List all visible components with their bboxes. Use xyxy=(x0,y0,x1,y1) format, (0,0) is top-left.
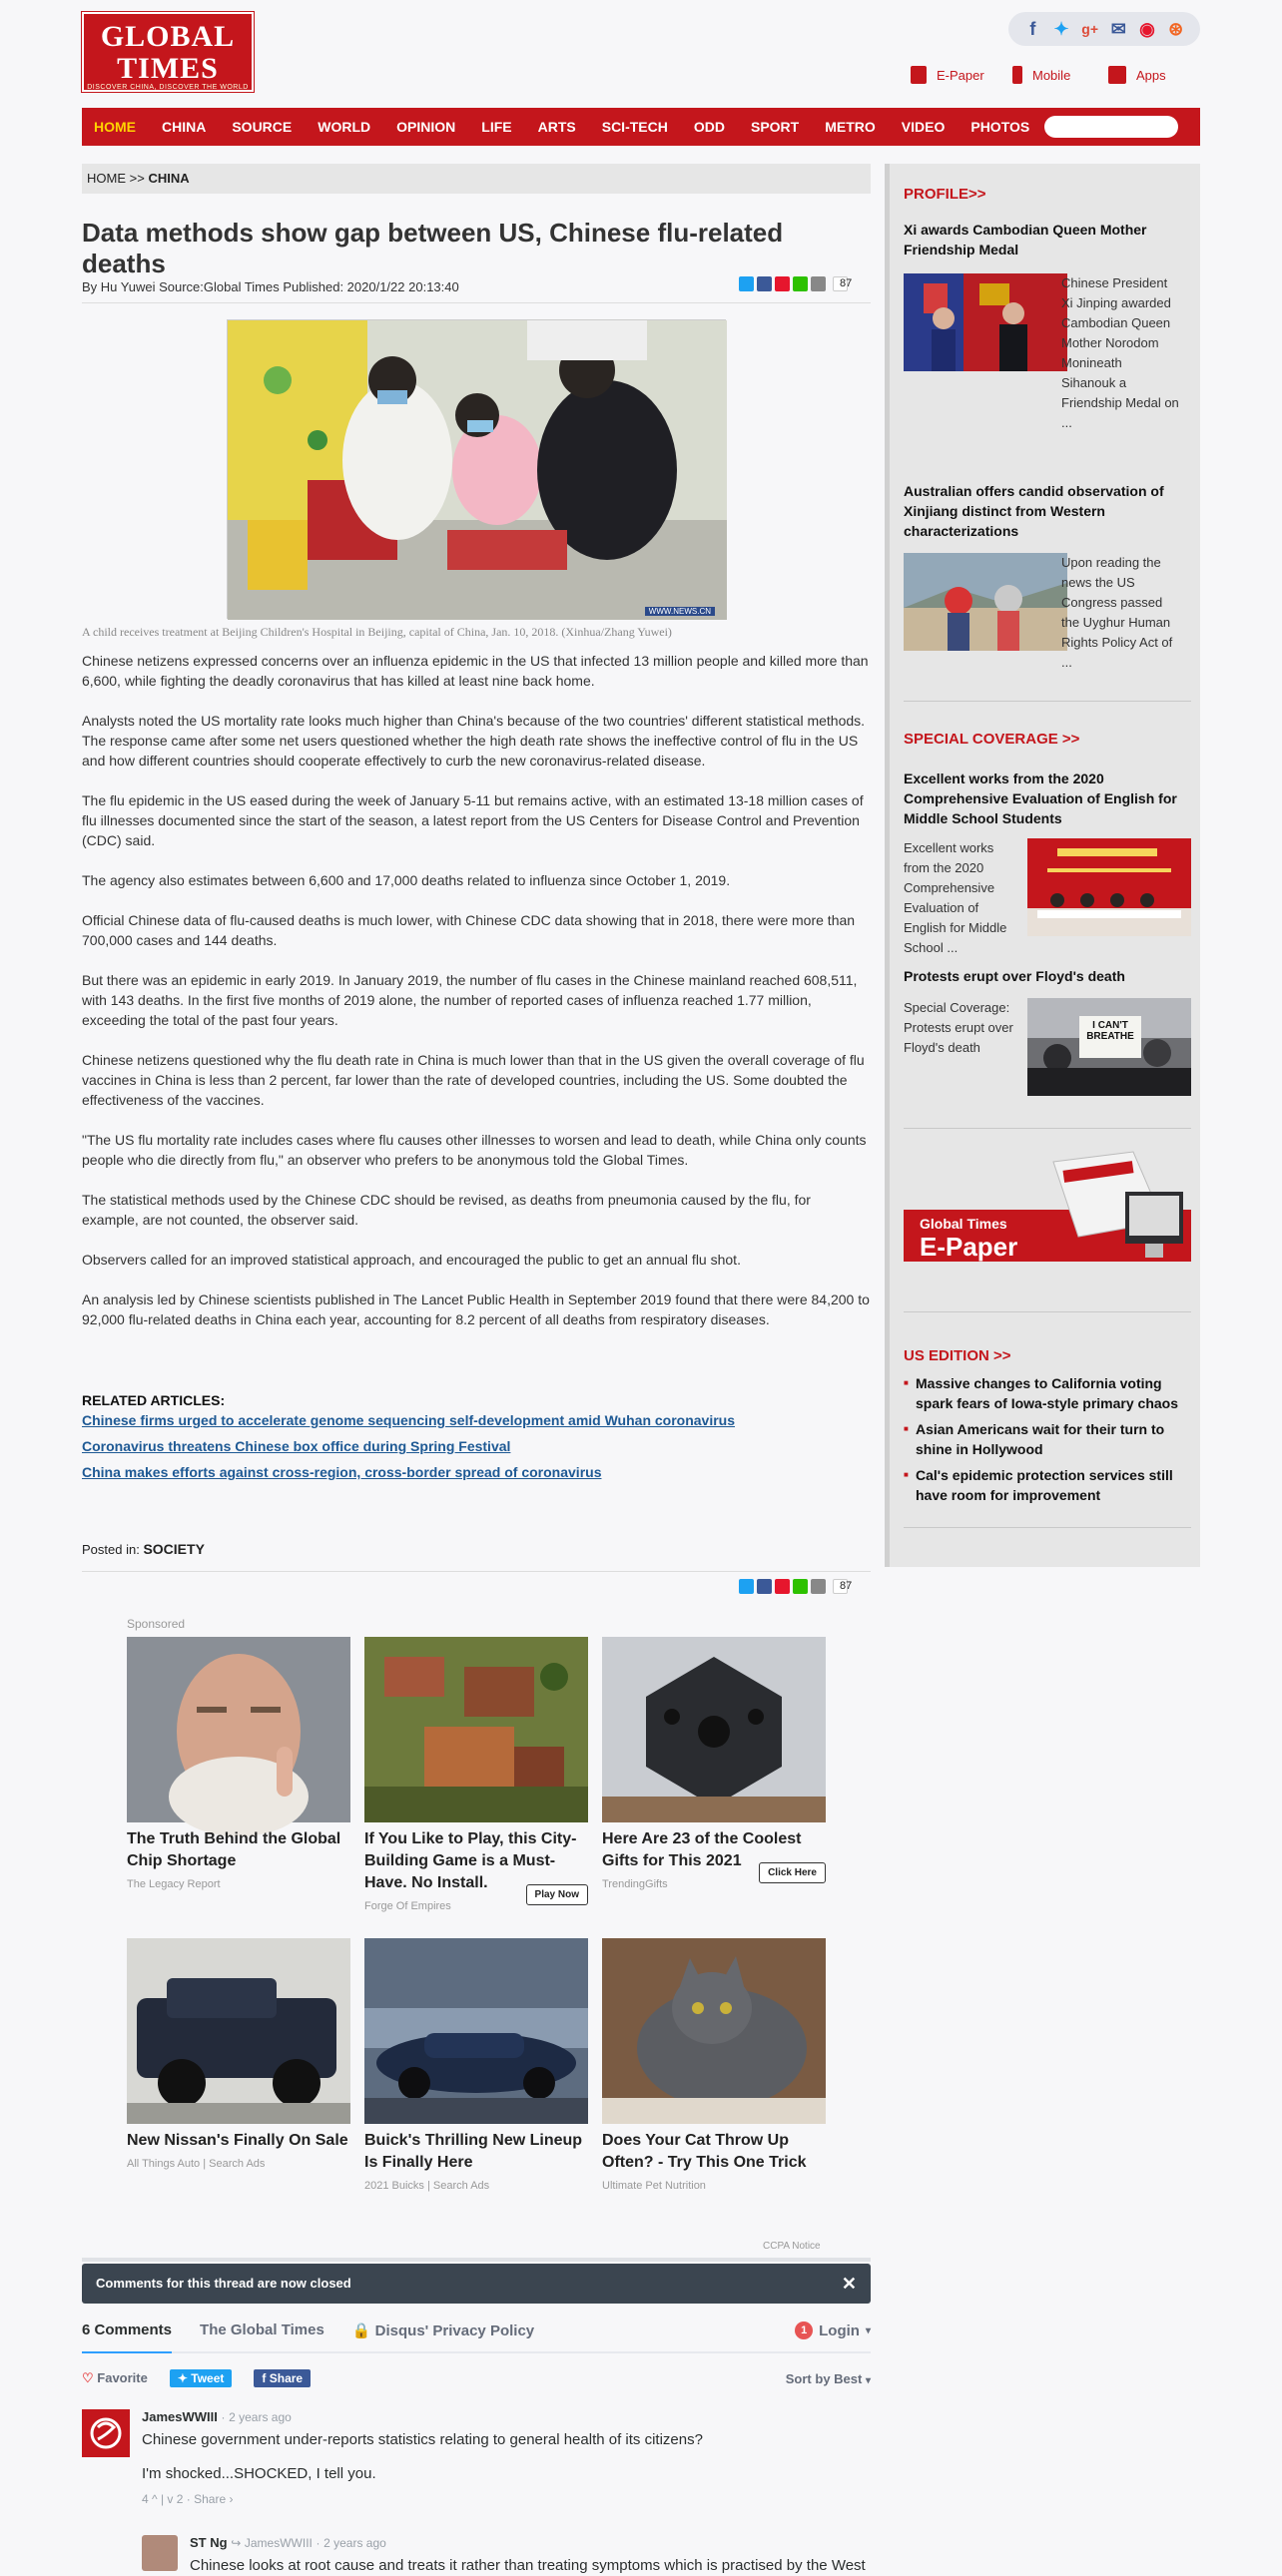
sponsored-source: Ultimate Pet Nutrition xyxy=(602,2180,706,2192)
sponsored-card[interactable] xyxy=(127,1938,350,2170)
weibo-share-icon[interactable] xyxy=(775,276,790,291)
sponsored-label: Sponsored xyxy=(127,1617,186,1631)
disqus-toolbar xyxy=(82,2367,871,2389)
posted-section-link[interactable]: SOCIETY xyxy=(143,1541,205,1557)
heart-icon: ♡ xyxy=(82,2370,94,2385)
wechat-share-icon[interactable] xyxy=(793,1579,808,1594)
twitter-icon[interactable]: ✦ xyxy=(1053,18,1069,39)
sponsored-headline[interactable]: Buick's Thrilling New Lineup Is Finally Here xyxy=(364,2132,583,2171)
tab-comments[interactable]: 6 Comments xyxy=(82,2321,172,2353)
paragraph: Chinese netizens expressed concerns over an influenza epidemic in the US that infected 13 million people and killed more than 6,600, while fighting the deadly coronavirus that has killed at least nine back home. xyxy=(82,653,869,689)
avatar[interactable] xyxy=(82,2409,130,2457)
sponsored-headline[interactable]: If You Like to Play, this City-Building Game is a Must-Have. No Install. xyxy=(364,1830,577,1891)
paragraph: The agency also estimates between 6,600 and 17,000 deaths related to influenza since October 1, 2019. xyxy=(82,872,731,888)
nav-metro[interactable]: METRO xyxy=(825,119,876,135)
share-count: 87 xyxy=(833,276,848,291)
breadcrumb-separator: >> xyxy=(129,171,145,186)
weibo-icon[interactable]: ◉ xyxy=(1139,18,1155,39)
sidebar-story-title[interactable]: Excellent works from the 2020 Comprehensive Evaluation of English for Middle School Students xyxy=(904,771,1177,826)
sponsored-source: The Legacy Report xyxy=(127,1878,221,1890)
epaper-line2: E-Paper xyxy=(920,1232,1018,1262)
sponsored-image xyxy=(364,1637,588,1822)
logo-line1: GLOBAL xyxy=(100,20,236,53)
sidebar-story-summary: Chinese President Xi Jinping awarded Cambodian Queen Mother Norodom Monineath Sihanouk a Friendship Medal on ... xyxy=(1061,275,1179,430)
share-bar-bottom xyxy=(739,1579,853,1594)
us-edition-item[interactable]: ■ Cal's epidemic protection services still have room for improvement xyxy=(904,1465,1191,1505)
facebook-icon[interactable]: f xyxy=(1029,18,1036,39)
sponsored-card[interactable] xyxy=(602,1938,826,2192)
avatar[interactable] xyxy=(142,2535,178,2571)
divider xyxy=(904,701,1191,702)
sidebar-story-summary: Special Coverage: Protests erupt over Floyd's death xyxy=(904,1000,1013,1055)
divider xyxy=(904,1128,1191,1129)
nav-sci-tech[interactable]: SCI-TECH xyxy=(601,119,668,135)
nav-source[interactable]: SOURCE xyxy=(232,119,293,135)
chevron-down-icon: ▾ xyxy=(865,2324,871,2336)
us-edition-heading-link[interactable]: US EDITION >> xyxy=(904,1347,1011,1364)
breadcrumb-current[interactable]: CHINA xyxy=(148,171,190,186)
email-share-icon[interactable] xyxy=(811,1579,826,1594)
sponsored-headline[interactable]: Does Your Cat Throw Up Often? - Try This One Trick xyxy=(602,2132,807,2171)
comment-time[interactable]: 2 years ago xyxy=(229,2410,292,2424)
tweet-button[interactable] xyxy=(170,2369,233,2387)
divider xyxy=(904,1527,1191,1528)
newspaper-icon xyxy=(911,66,927,84)
comment-author[interactable]: JamesWWIII · 2 years ago xyxy=(142,2409,292,2424)
protest-sign-text: I CAN'T BREATHE xyxy=(1086,1020,1134,1042)
paragraph: Analysts noted the US mortality rate looks much higher than China's because of the two countries' different statistical methods. The response came after some net users questioned whether the high death rate shows the ineffective control of flu in the US and how different countries should cooperate effectively to curb the new coronavirus-related disease. xyxy=(82,713,866,769)
divider xyxy=(82,302,871,303)
sponsored-image xyxy=(127,1938,350,2124)
favorite-label: Favorite xyxy=(97,2370,148,2385)
related-link[interactable]: Chinese firms urged to accelerate genome sequencing self-development amid Wuhan coronavirus xyxy=(82,1412,736,1428)
article-body xyxy=(82,651,871,1349)
related-link[interactable]: Coronavirus threatens Chinese box office during Spring Festival xyxy=(82,1438,511,1454)
facebook-icon: f xyxy=(262,2371,267,2385)
facebook-share-icon[interactable] xyxy=(757,1579,772,1594)
chevron-down-icon: ▾ xyxy=(865,2374,871,2386)
google-plus-icon[interactable]: g+ xyxy=(1081,21,1098,37)
paragraph: Observers called for an improved statistical approach, and encouraged the public to get an annual flu shot. xyxy=(82,1252,741,1268)
sponsored-card[interactable] xyxy=(364,1938,588,2192)
ccpa-notice-link[interactable]: CCPA Notice xyxy=(763,2241,821,2252)
related-articles xyxy=(82,1392,871,1490)
paragraph: "The US flu mortality rate includes cases where flu causes other illnesses to worsen and lead to death, while China only counts people who die directly from flu," an observer who prefers to be anonymous told the Global Times. xyxy=(82,1132,867,1168)
article-title: Data methods show gap between US, Chinese flu-related deaths xyxy=(82,218,784,278)
sponsored-card[interactable] xyxy=(127,1637,350,1890)
nav-home[interactable]: HOME xyxy=(94,119,136,135)
sidebar-story-image[interactable] xyxy=(1027,838,1191,936)
apps-icon xyxy=(1108,66,1126,84)
nav-life[interactable]: LIFE xyxy=(481,119,512,135)
sponsored-headline[interactable]: The Truth Behind the Global Chip Shortage xyxy=(127,1830,341,1869)
sort-label: Sort by Best xyxy=(785,2370,863,2386)
paragraph: The flu epidemic in the US eased during the week of January 5-11 but remains active, with an estimated 13-18 million cases of flu illnesses documented since the start of the season, a latest report from the US Centers for Disease Control and Prevention (CDC) said. xyxy=(82,792,864,848)
posted-label: Posted in: xyxy=(82,1542,140,1557)
logo-line2: TIMES xyxy=(117,52,219,85)
sponsored-card[interactable] xyxy=(602,1637,826,1890)
sort-dropdown[interactable] xyxy=(786,2371,871,2386)
sidebar xyxy=(885,164,1200,1567)
article-byline: By Hu Yuwei Source:Global Times Published: 2020/1/22 20:13:40 xyxy=(82,279,459,294)
nav-photos[interactable]: PHOTOS xyxy=(970,119,1030,135)
site-logo[interactable] xyxy=(82,12,254,92)
comments-closed-banner xyxy=(82,2264,871,2304)
sidebar-story-summary: Upon reading the news the US Congress passed the Uyghur Human Rights Policy Act of ... xyxy=(1061,555,1173,670)
sponsored-headline[interactable]: Here Are 23 of the Coolest Gifts for This 2021 xyxy=(602,1830,802,1869)
comment-author[interactable]: ST Ng ↪ JamesWWIII · 2 years ago xyxy=(190,2535,386,2550)
share-count: 87 xyxy=(833,1579,848,1594)
sidebar-story-title[interactable]: Australian offers candid observation of Xinjiang distinct from Western characterizations xyxy=(904,483,1164,539)
privacy-policy-link[interactable] xyxy=(352,2321,534,2351)
sponsored-source: TrendingGifts xyxy=(602,1878,668,1890)
favorite-button[interactable] xyxy=(82,2370,148,2386)
breadcrumb-home[interactable]: HOME xyxy=(87,171,126,186)
apps-label: Apps xyxy=(1136,67,1166,83)
sidebar-story-image[interactable] xyxy=(904,553,1067,651)
twitter-share-icon[interactable] xyxy=(739,276,754,291)
nav-odd[interactable]: ODD xyxy=(693,119,725,135)
apps-link[interactable] xyxy=(1108,66,1166,84)
share-button[interactable] xyxy=(254,2369,311,2387)
wechat-share-icon[interactable] xyxy=(793,276,808,291)
sponsored-source: 2021 Buicks | Search Ads xyxy=(364,2180,490,2192)
weibo-share-icon[interactable] xyxy=(775,1579,790,1594)
social-bar xyxy=(1008,12,1200,46)
article-photo xyxy=(227,319,726,619)
sponsored-image xyxy=(127,1637,350,1822)
sidebar-story-image[interactable] xyxy=(1027,998,1191,1096)
sponsored-image xyxy=(364,1938,588,2124)
paragraph: But there was an epidemic in early 2019. In January 2019, the number of flu cases in the Chinese mainland reached 608,511, with 143 deaths. In the first five months of 2019 alone, the number of reported cases of influenza reached 1.77 million, exceeding the total of the past four years. xyxy=(82,972,858,1028)
sidebar-story-title[interactable]: Protests erupt over Floyd's death xyxy=(904,968,1125,984)
twitter-icon: ✦ xyxy=(177,2371,188,2385)
divider xyxy=(82,2258,871,2262)
photo-watermark: WWW.NEWS.CN xyxy=(645,607,715,616)
divider xyxy=(904,1311,1191,1312)
us-edition-item[interactable]: ■ Asian Americans wait for their turn to shine in Hollywood xyxy=(904,1419,1191,1459)
tweet-label: Tweet xyxy=(191,2371,225,2385)
twitter-share-icon[interactable] xyxy=(739,1579,754,1594)
main-nav xyxy=(82,108,1200,146)
comment xyxy=(82,2409,871,2509)
logo-tagline: DISCOVER CHINA, DISCOVER THE WORLD xyxy=(87,84,249,91)
comment-reply xyxy=(142,2535,931,2574)
epaper-banner[interactable] xyxy=(904,1152,1191,1272)
epaper-line1: Global Times xyxy=(920,1216,1007,1232)
paragraph: An analysis led by Chinese scientists published in The Lancet Public Health in September 2019 found that there were 84,200 to 92,000 flu-related deaths in China each year, accounting for 8.2 percent of all deaths from respiratory diseases. xyxy=(82,1291,870,1327)
nav-china[interactable]: CHINA xyxy=(162,119,207,135)
comment-actions[interactable]: 4 ^ | v 2 · Share › xyxy=(142,2492,234,2506)
mobile-icon xyxy=(1012,66,1022,84)
close-icon[interactable]: ✕ xyxy=(841,2274,857,2294)
click-here-button[interactable]: Click Here xyxy=(759,1862,826,1883)
comments-closed-text: Comments for this thread are now closed xyxy=(96,2276,351,2291)
sponsored-headline[interactable]: New Nissan's Finally On Sale xyxy=(127,2132,348,2149)
paragraph: Chinese netizens questioned why the flu death rate in China is much lower than that in the US given the overall coverage of flu vaccines in China is less than 2 percent, far lower than the rate of developed countries, including the US. Some doubted the effectiveness of the vaccines. xyxy=(82,1052,865,1108)
sidebar-story-image[interactable] xyxy=(904,273,1067,371)
special-coverage-heading-link[interactable]: SPECIAL COVERAGE >> xyxy=(904,731,1080,748)
profile-heading-link[interactable]: PROFILE>> xyxy=(904,186,986,203)
sidebar-story-summary: Excellent works from the 2020 Comprehensive Evaluation of English for Middle School ... xyxy=(904,840,1007,955)
sidebar-story-title[interactable]: Xi awards Cambodian Queen Mother Friendship Medal xyxy=(904,222,1147,258)
us-edition-list xyxy=(904,1373,1191,1511)
privacy-label: Disqus' Privacy Policy xyxy=(374,2322,535,2339)
login-button[interactable] xyxy=(795,2321,871,2339)
sponsored-image xyxy=(602,1637,826,1822)
divider xyxy=(82,1571,871,1572)
share-label: Share xyxy=(269,2371,304,2385)
search-input[interactable] xyxy=(1044,116,1178,138)
mobile-label: Mobile xyxy=(1032,67,1071,83)
nav-arts[interactable]: ARTS xyxy=(537,119,576,135)
notification-badge: 1 xyxy=(795,2321,813,2339)
nav-sport[interactable]: SPORT xyxy=(750,119,800,135)
epaper-label: E-Paper xyxy=(937,67,984,83)
tab-community[interactable]: The Global Times xyxy=(200,2321,324,2338)
nav-opinion[interactable]: OPINION xyxy=(396,119,456,135)
share-bar-top xyxy=(739,276,853,291)
nav-world[interactable]: WORLD xyxy=(318,119,371,135)
sponsored-image xyxy=(602,1938,826,2124)
comment-text: I'm shocked...SHOCKED, I tell you. xyxy=(142,2465,376,2482)
photo-caption: A child receives treatment at Beijing Children's Hospital in Beijing, capital of China, Jan. 10, 2018. (Xinhua/Zhang Yuwei) xyxy=(82,625,672,639)
email-share-icon[interactable] xyxy=(811,276,826,291)
login-label: Login xyxy=(819,2321,860,2339)
related-heading: RELATED ARTICLES: xyxy=(82,1392,226,1408)
lock-icon: 🔒 xyxy=(351,2322,371,2339)
play-now-button[interactable]: Play Now xyxy=(526,1884,588,1905)
sponsored-source: All Things Auto | Search Ads xyxy=(127,2158,266,2170)
us-edition-item[interactable]: ■ Massive changes to California voting spark fears of Iowa-style primary chaos xyxy=(904,1373,1191,1413)
comment-text: Chinese looks at root cause and treats it rather than treating symptoms which is practised by the West xyxy=(190,2557,866,2574)
posted-in xyxy=(82,1541,205,1557)
comment-time[interactable]: 2 years ago xyxy=(323,2536,386,2550)
nav-video[interactable]: VIDEO xyxy=(901,119,946,135)
epaper-link[interactable] xyxy=(911,66,984,84)
paragraph: Official Chinese data of flu-caused deaths is much lower, with Chinese CDC data showing that in 2018, there were more than 700,000 cases and 144 deaths. xyxy=(82,912,856,948)
sponsored-card[interactable] xyxy=(364,1637,588,1912)
comment-text: Chinese government under-reports statistics relating to general health of its citizens? xyxy=(142,2431,703,2448)
facebook-share-icon[interactable] xyxy=(757,276,772,291)
related-link[interactable]: China makes efforts against cross-region, cross-border spread of coronavirus xyxy=(82,1464,602,1480)
rss-icon[interactable]: ⊛ xyxy=(1168,18,1184,39)
email-icon[interactable]: ✉ xyxy=(1110,18,1126,39)
mobile-link[interactable] xyxy=(1012,66,1070,84)
paragraph: The statistical methods used by the Chinese CDC should be revised, as deaths from pneumonia caused by the flu, for example, are not counted, the observer said. xyxy=(82,1192,811,1228)
sponsored-source: Forge Of Empires xyxy=(364,1900,451,1912)
breadcrumb xyxy=(82,164,871,194)
disqus-header xyxy=(82,2321,871,2353)
